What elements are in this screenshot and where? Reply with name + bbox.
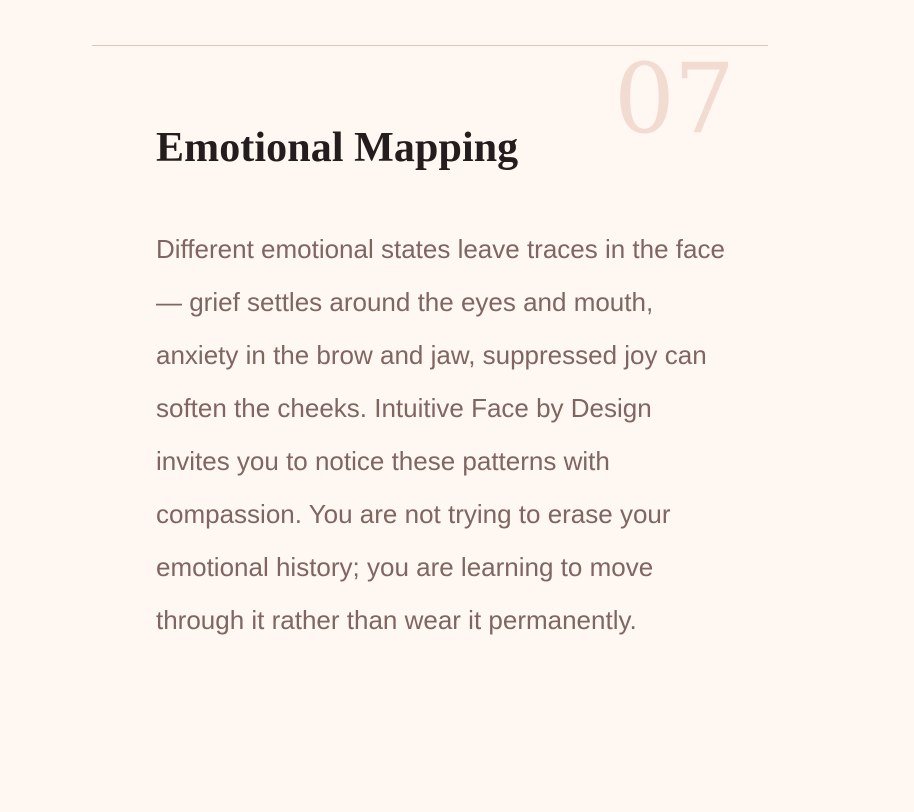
emotional-mapping-section bbox=[92, 43, 768, 777]
section-body-text: Different emotional states leave traces in the face — grief settles around the eyes and mouth, anxiety in the brow and jaw, suppressed joy can soften the cheeks. Intuitive Face by Design invites you to notice these patterns with compassion. You are not trying to erase your emotional history; you are learning to move through it rather than wear it permanently. bbox=[156, 234, 725, 635]
section-title: Emotional Mapping bbox=[156, 125, 519, 171]
section-number: 07 bbox=[613, 43, 734, 155]
